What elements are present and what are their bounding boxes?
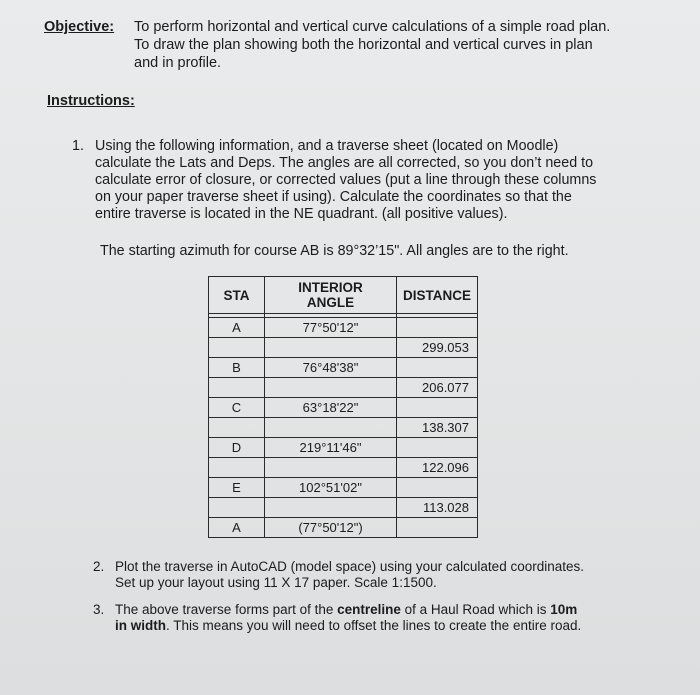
angle-cell: 63°18'22" (265, 398, 397, 418)
header-distance: DISTANCE (397, 277, 478, 314)
item-3-bold-run: 10m (550, 602, 578, 617)
sta-cell (209, 458, 265, 478)
distance-cell (397, 398, 478, 418)
item-1-line: entire traverse is located in the NE quadrant. (all positive values). (95, 206, 508, 222)
angle-cell (265, 498, 397, 518)
item-1-line: on your paper traverse sheet if using). Calculate the coordinates so that the (95, 189, 572, 205)
sta-cell (209, 338, 265, 358)
distance-cell: 122.096 (397, 458, 478, 478)
item-3-bold-run: centreline (337, 602, 401, 617)
header-angle-line: INTERIOR (298, 280, 363, 295)
header-angle-line: ANGLE (306, 295, 355, 310)
item-2-line: Plot the traverse in AutoCAD (model space) using your calculated coordinates. (115, 559, 584, 574)
table-row (209, 338, 478, 358)
objective-text (134, 18, 654, 72)
distance-cell (397, 478, 478, 498)
table-header-row (209, 277, 478, 314)
item-3-line (115, 602, 675, 618)
sta-cell: D (209, 438, 265, 458)
sta-cell (209, 418, 265, 438)
objective-line: To perform horizontal and vertical curve calculations of a simple road plan. (134, 19, 611, 35)
sta-cell (209, 378, 265, 398)
table-row (209, 418, 478, 438)
angle-cell: 76°48'38" (265, 358, 397, 378)
objective-line: To draw the plan showing both the horizontal and vertical curves in plan (134, 37, 593, 53)
angle-cell (265, 458, 397, 478)
angle-cell: (77°50'12") (265, 518, 397, 538)
distance-cell: 113.028 (397, 498, 478, 518)
item-3-text-run: The above traverse forms part of the (115, 602, 338, 617)
table-row (209, 498, 478, 518)
item-3-line (115, 618, 675, 634)
table-row (209, 358, 478, 378)
header-sta: STA (209, 277, 265, 314)
distance-cell: 138.307 (397, 418, 478, 438)
item-3-text (115, 602, 675, 634)
item-number: 1. (72, 138, 84, 154)
angle-cell (265, 378, 397, 398)
item-1-line: calculate error of closure, or corrected values (put a line through these columns (95, 172, 597, 188)
distance-cell: 206.077 (397, 378, 478, 398)
sta-cell: C (209, 398, 265, 418)
table-row (209, 478, 478, 498)
distance-cell (397, 318, 478, 338)
table-row (209, 378, 478, 398)
item-number: 2. (93, 559, 105, 574)
sta-cell: B (209, 358, 265, 378)
angle-cell (265, 338, 397, 358)
header-interior-angle (265, 277, 397, 314)
angle-cell: 102°51'02" (265, 478, 397, 498)
sta-cell: A (209, 318, 265, 338)
item-1-line: Using the following information, and a traverse sheet (located on Moodle) (95, 138, 559, 154)
distance-cell (397, 438, 478, 458)
item-3-text-run: . This means you will need to offset the lines to create the entire road. (166, 618, 582, 633)
instructions-heading: Instructions: (47, 93, 135, 109)
item-1-text (95, 138, 635, 223)
table-row (209, 518, 478, 538)
traverse-table (208, 276, 478, 538)
table-row (209, 318, 478, 338)
item-2-text (115, 559, 675, 591)
distance-cell: 299.053 (397, 338, 478, 358)
sta-cell: A (209, 518, 265, 538)
objective-line: and in profile. (134, 55, 222, 71)
item-3-bold-run: in width (115, 618, 166, 633)
angle-cell (265, 418, 397, 438)
table-row (209, 458, 478, 478)
table-row (209, 398, 478, 418)
angle-cell: 219°11'46" (265, 438, 397, 458)
item-2-line: Set up your layout using 11 X 17 paper. Scale 1:1500. (115, 575, 437, 590)
distance-cell (397, 358, 478, 378)
azimuth-note: The starting azimuth for course AB is 89°32’15". All angles are to the right. (100, 243, 569, 259)
sta-cell: E (209, 478, 265, 498)
item-1-line: calculate the Lats and Deps. The angles are all corrected, so you don’t need to (95, 155, 594, 171)
sta-cell (209, 498, 265, 518)
angle-cell: 77°50'12" (265, 318, 397, 338)
item-number: 3. (93, 602, 105, 617)
item-3-text-run: of a Haul Road which is (400, 602, 551, 617)
distance-cell (397, 518, 478, 538)
table-row (209, 438, 478, 458)
objective-label: Objective: (44, 19, 115, 35)
